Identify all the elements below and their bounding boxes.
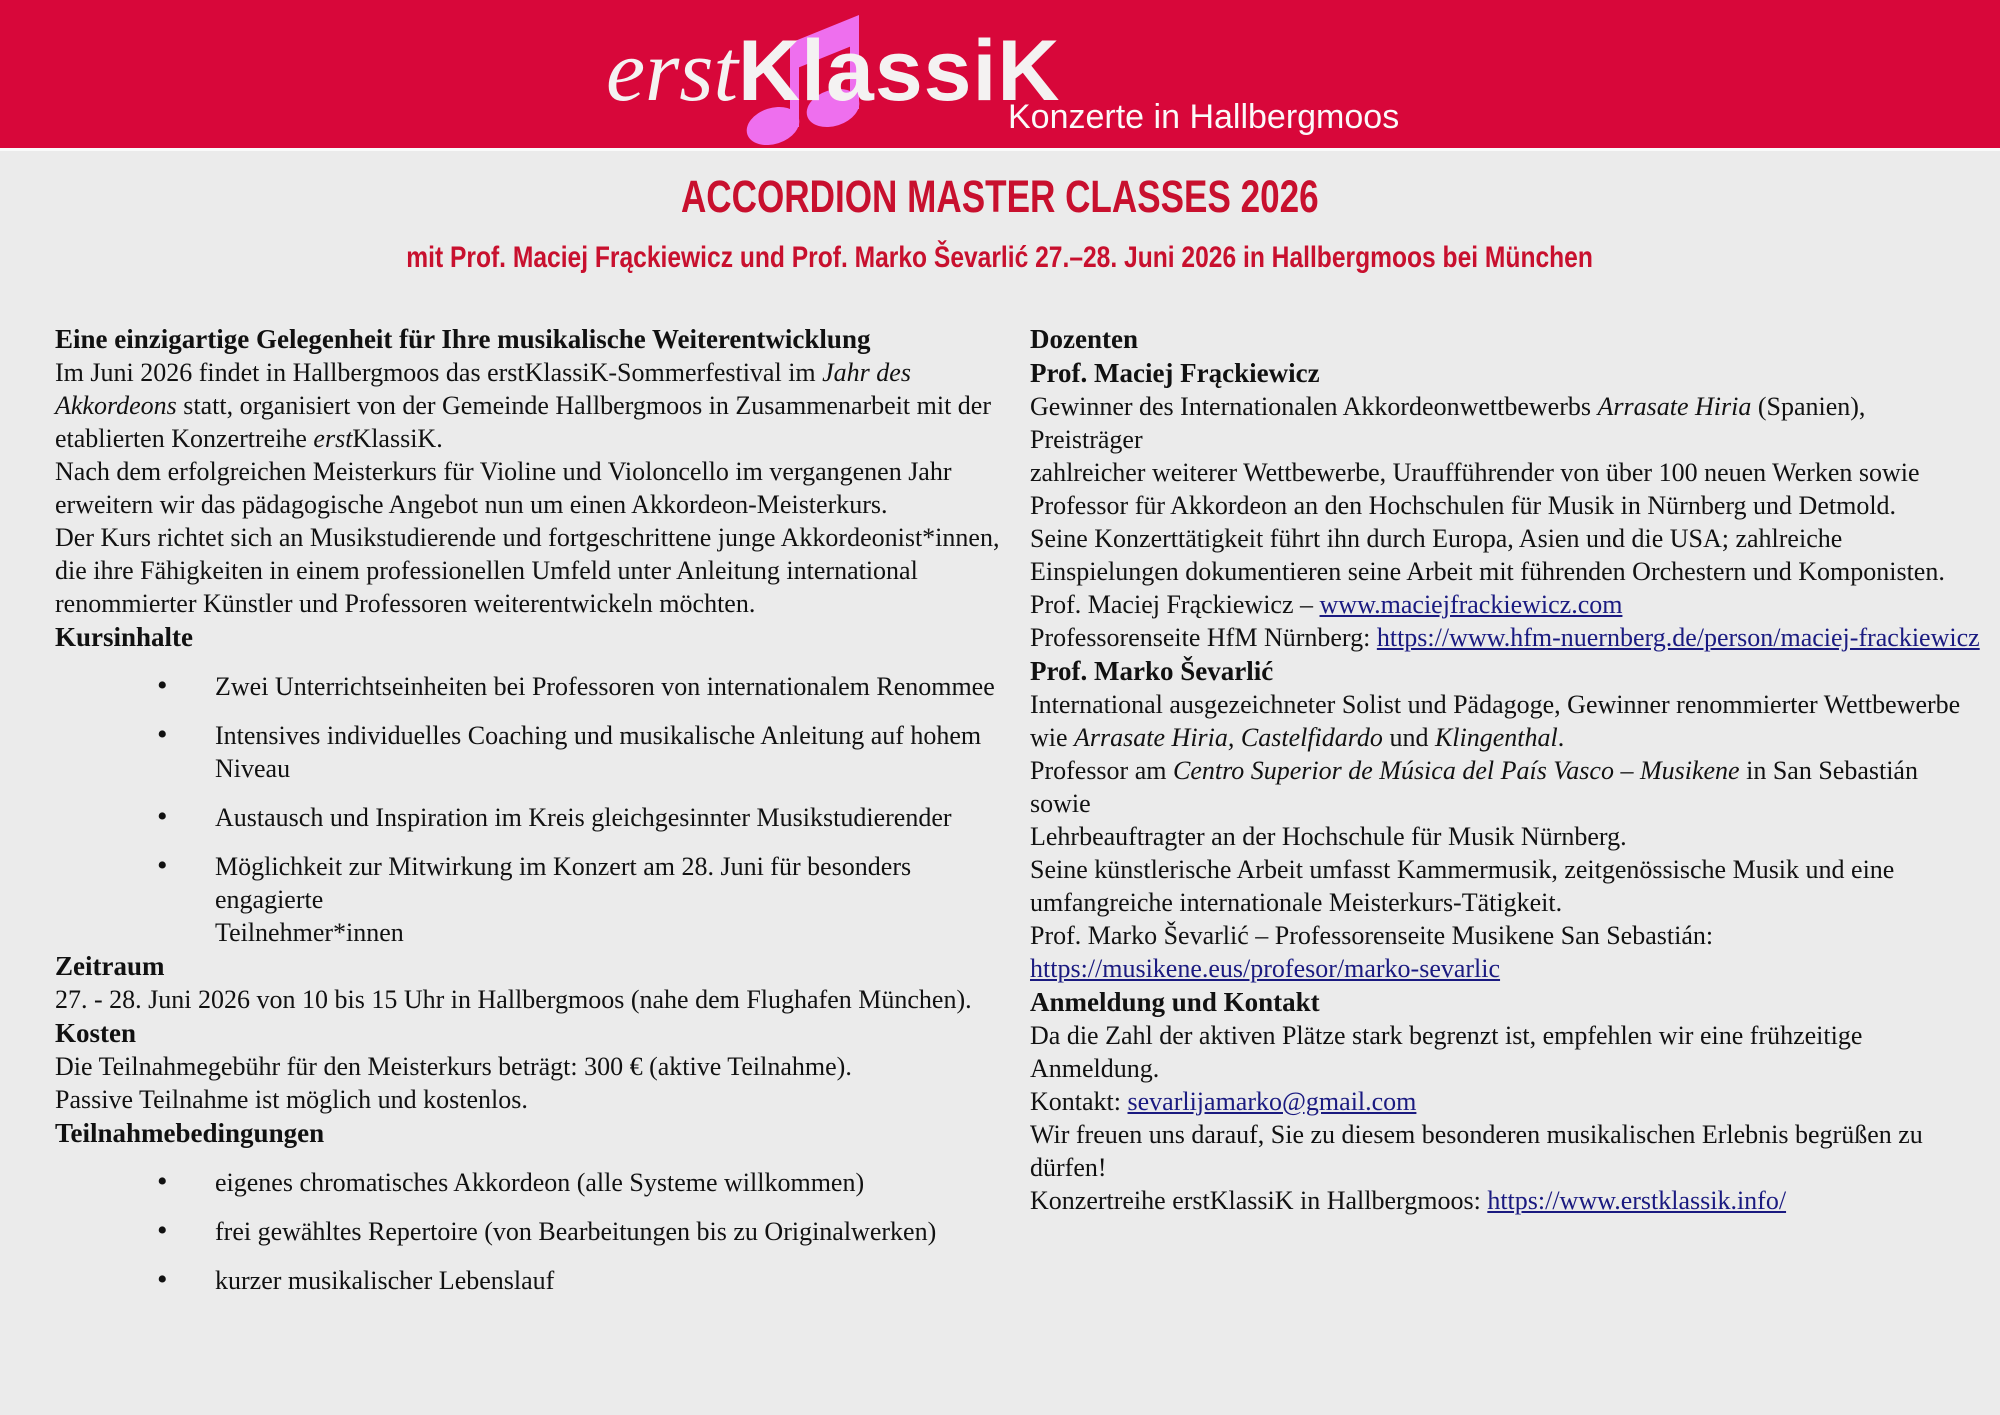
page-title: ACCORDION MASTER CLASSES 2026 [681,171,1319,222]
kosten-text-1 [55,1050,1020,1083]
text-run: Zwei Unterrichtseinheiten bei Professoren von internationalem Renommee [215,672,995,701]
text-run: dürfen! [1030,1153,1107,1182]
list-item [155,1215,1020,1248]
text-run: Arrasate Hiria, Castelfidardo [1074,723,1383,752]
text-run: Teilnehmer*innen [215,918,404,947]
sevarlic-name: Prof. Marko Ševarlić [1030,656,1274,686]
text-run: Konzertreihe erstKlassiK in Hallbergmoos: [1030,1186,1488,1215]
text-run: Professorenseite HfM Nürnberg: [1030,623,1377,652]
text-run: Der Kurs richtet sich an Musikstudierende und fortgeschrittene junge Akkordeonist*innen, die ihre Fähigkeiten in einem professionellen Umfeld unter Anleitung international renommierter Künstler und Professoren weiterentwickeln möchten. [55,523,1000,618]
text-run: International ausgezeichneter Solist und Pädagoge, Gewinner renommierter Wettbewerbe [1030,690,1961,719]
frackiewicz-name: Prof. Maciej Frąckiewicz [1030,358,1320,388]
text-run: Prof. Marko Ševarlić – Professorenseite Musikene San Sebastián: [1030,921,1714,950]
left-column [55,322,1020,1297]
erstklassik-website-link[interactable]: https://www.erstklassik.info/ [1487,1186,1787,1215]
text-run: Kontakt: [1030,1087,1128,1116]
zeitraum-text [55,983,1020,1016]
musikene-link[interactable]: https://musikene.eus/profesor/marko-sevarlic [1030,954,1501,983]
kursinhalte-list [155,670,1020,949]
list-item [155,850,1020,949]
text-run: kurzer musikalischer Lebenslauf [215,1266,555,1295]
list-item [155,670,1020,703]
anmeldung-paragraph [1030,1019,1980,1118]
text-run: Professor am [1030,756,1173,785]
section-heading-anmeldung: Anmeldung und Kontakt [1030,987,1320,1017]
text-run: erst [313,424,353,453]
maciejfrackiewicz-link[interactable]: www.maciejfrackiewicz.com [1319,590,1623,619]
intro-heading: Eine einzigartige Gelegenheit für Ihre musikalische Weiterentwicklung [55,324,871,354]
right-column [1030,322,1980,1217]
text-run: Professor für Akkordeon an den Hochschulen für Musik in Nürnberg und Detmold. [1030,491,1897,520]
text-run: Gewinner des Internationalen Akkordeonwettbewerbs [1030,392,1598,421]
text-run: und [1382,723,1435,752]
text-run: Lehrbeauftragter an der Hochschule für Musik Nürnberg. [1030,822,1627,851]
intro-paragraph-2 [55,521,1020,620]
teilnahmebedingungen-list [155,1166,1020,1297]
website-line [1030,1184,1980,1217]
sevarlic-links [1030,919,1980,985]
sevarlic-bio [1030,688,1980,919]
logo-erst: erst [606,23,738,120]
section-heading-kosten: Kosten [55,1018,136,1048]
text-run: Seine Konzerttätigkeit führt ihn durch Europa, Asien und die USA; zahlreiche [1030,524,1843,553]
text-run: Prof. Maciej Frąckiewicz – [1030,590,1320,619]
frackiewicz-links [1030,588,1980,654]
text-run: Anmeldung. [1030,1054,1160,1083]
section-heading-zeitraum: Zeitraum [55,951,165,981]
list-item [155,1264,1020,1297]
text-run: Arrasate Hiria [1597,392,1752,421]
logo-klassik: KlassiK [738,23,1061,119]
list-item [155,801,1020,834]
banner [0,0,2000,151]
text-run: . [1557,723,1565,752]
text-run: frei gewähltes Repertoire (von Bearbeitungen bis zu Originalwerken) [215,1217,937,1246]
text-run: Im Juni 2026 findet in Hallbergmoos das erstKlassiK-Sommerfestival im [55,358,823,387]
text-run: Passive Teilnahme ist möglich und kostenlos. [55,1085,528,1114]
text-run: (Spanien), Preisträger [1030,392,1866,454]
text-run: 27. - 28. Juni 2026 von 10 bis 15 Uhr in Hallbergmoos (nahe dem Flughafen München). [55,985,972,1014]
text-run: statt, organisiert von der Gemeinde Hallbergmoos in Zusammenarbeit mit der etablierten Konzertreihe [55,391,992,453]
text-run: Intensives individuelles Coaching und musikalische Anleitung auf hohem Niveau [215,721,982,783]
text-run: eigenes chromatisches Akkordeon (alle Systeme willkommen) [215,1168,865,1197]
banner-subtitle: Konzerte in Hallbergmoos [1008,98,1400,136]
text-run: Nach dem erfolgreichen Meisterkurs für Violine und Violoncello im vergangenen Jahr erweitern wir das pädagogische Angebot nun um einen Akkordeon-Meisterkurs. [55,457,952,519]
section-heading-kursinhalte: Kursinhalte [55,622,194,652]
logo [606,23,1061,120]
text-run: Austausch und Inspiration im Kreis gleichgesinnter Musikstudierender [215,803,952,832]
text-run: umfangreiche internationale Meisterkurs-Tätigkeit. [1030,888,1563,917]
text-run: Einspielungen dokumentieren seine Arbeit mit führenden Orchestern und Komponisten. [1030,557,1945,586]
text-run: in San Sebastián sowie [1030,756,1918,818]
list-item [155,1166,1020,1199]
hfm-nuernberg-link[interactable]: https://www.hfm-nuernberg.de/person/maciej-frackiewicz [1376,623,1980,652]
text-run: Centro Superior de Música del País Vasco – Musikene [1172,756,1740,785]
intro-paragraph-1 [55,356,1020,521]
text-run: Möglichkeit zur Mitwirkung im Konzert am 28. Juni für besonders engagierte [215,852,912,914]
text-run: wie [1030,723,1075,752]
text-run: zahlreicher weiterer Wettbewerbe, Uraufführender von über 100 neuen Werken sowie [1030,458,1920,487]
section-heading-teilnahmebedingungen: Teilnahmebedingungen [55,1118,325,1148]
text-run: Klingenthal [1434,723,1558,752]
text-run: Da die Zahl der aktiven Plätze stark begrenzt ist, empfehlen wir eine frühzeitige [1030,1021,1863,1050]
list-item [155,719,1020,785]
section-heading-dozenten: Dozenten [1030,324,1138,354]
frackiewicz-bio [1030,390,1980,588]
email-link[interactable]: sevarlijamarko@gmail.com [1127,1087,1417,1116]
text-run: Die Teilnahmegebühr für den Meisterkurs beträgt: 300 € (aktive Teilnahme). [55,1052,852,1081]
page-subtitle: mit Prof. Maciej Frąckiewicz und Prof. Marko Ševarlić 27.–28. Juni 2026 in Hallbergmoos bei München [406,241,1594,274]
closing-paragraph [1030,1118,1980,1184]
text-run: Seine künstlerische Arbeit umfasst Kammermusik, zeitgenössische Musik und eine [1030,855,1895,884]
kosten-text-2 [55,1083,1020,1116]
text-run: Wir freuen uns darauf, Sie zu diesem besonderen musikalischen Erlebnis begrüßen zu [1030,1120,1923,1149]
text-run: Jahr des Akkordeons [55,358,911,420]
text-run: KlassiK. [352,424,443,453]
